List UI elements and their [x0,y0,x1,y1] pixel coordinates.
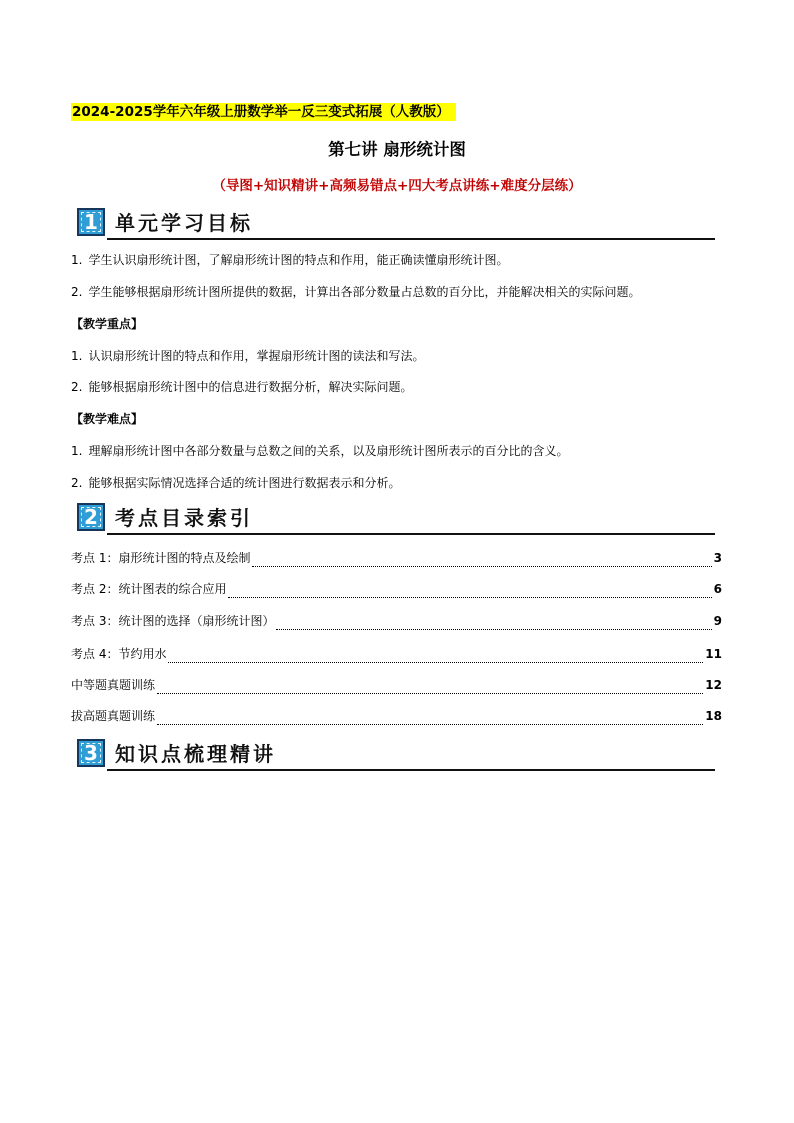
section-underline [107,238,715,240]
toc-entry[interactable] [71,549,722,567]
section-title: 单元学习目标 [115,211,253,235]
key-points-heading: 【教学重点】 [71,317,144,331]
toc-page-number: 11 [705,647,722,661]
toc-leader-dots [276,615,711,630]
toc-leader-dots [228,583,711,598]
section-title: 考点目录索引 [115,506,253,530]
toc-entry[interactable] [71,676,722,694]
key-point-item [71,378,731,396]
objective-item [71,283,731,301]
section-number-badge: 1 [77,208,105,236]
list-number: 1. [71,444,83,458]
toc-leader-dots [157,710,703,725]
section-header-toc [77,503,715,537]
section-title: 知识点梳理精讲 [115,742,276,766]
key-point-text: 认识扇形统计图的特点和作用，掌握扇形统计图的读法和写法。 [88,349,425,363]
objective-text: 学生认识扇形统计图，了解扇形统计图的特点和作用，能正确读懂扇形统计图。 [88,253,509,267]
toc-entry-label: 拔高题真题训练 [71,709,156,723]
section-header-learning-objectives [77,208,715,242]
difficulty-text: 理解扇形统计图中各部分数量与总数之间的关系，以及扇形统计图所表示的百分比的含义。 [88,444,569,458]
toc-entry-label: 中等题真题训练 [71,678,156,692]
toc-page-number: 9 [713,614,722,628]
difficulty-item [71,474,731,492]
toc-entry-label: 考点 4：节约用水 [71,647,167,661]
key-point-text: 能够根据扇形统计图中的信息进行数据分析，解决实际问题。 [88,380,413,394]
section-header-knowledge [77,739,715,773]
list-number: 1. [71,349,83,363]
toc-entry[interactable] [71,612,722,630]
toc-leader-dots [157,679,703,694]
toc-entry-label: 考点 1：扇形统计图的特点及绘制 [71,551,251,565]
series-banner: 2024-2025学年六年级上册数学举一反三变式拓展（人教版） [71,103,456,121]
toc-page-number: 6 [713,582,722,596]
toc-page-number: 3 [713,551,722,565]
section-number-badge: 2 [77,503,105,531]
section-underline [107,533,715,535]
toc-entry[interactable] [71,707,722,725]
toc-entry-label: 考点 2：统计图表的综合应用 [71,582,227,596]
difficulty-text: 能够根据实际情况选择合适的统计图进行数据表示和分析。 [88,476,401,490]
toc-leader-dots [168,648,703,663]
difficulties-heading: 【教学难点】 [71,412,144,426]
list-number: 1. [71,253,83,267]
lecture-title: 第七讲 扇形统计图 [328,140,466,159]
list-number: 2. [71,285,83,299]
lecture-subtitle: （导图+知识精讲+高频易错点+四大考点讲练+难度分层练） [212,178,582,194]
toc-page-number: 18 [705,709,722,723]
toc-leader-dots [252,552,711,567]
toc-page-number: 12 [705,678,722,692]
objective-item [71,251,731,269]
difficulty-item [71,442,731,460]
toc-entry[interactable] [71,645,722,663]
toc-entry-label: 考点 3：统计图的选择（扇形统计图） [71,614,275,628]
section-number-badge: 3 [77,739,105,767]
section-underline [107,769,715,771]
list-number: 2. [71,476,83,490]
key-point-item [71,347,731,365]
list-number: 2. [71,380,83,394]
toc-entry[interactable] [71,580,722,598]
objective-text: 学生能够根据扇形统计图所提供的数据，计算出各部分数量占总数的百分比，并能解决相关的实际问题。 [88,285,641,299]
